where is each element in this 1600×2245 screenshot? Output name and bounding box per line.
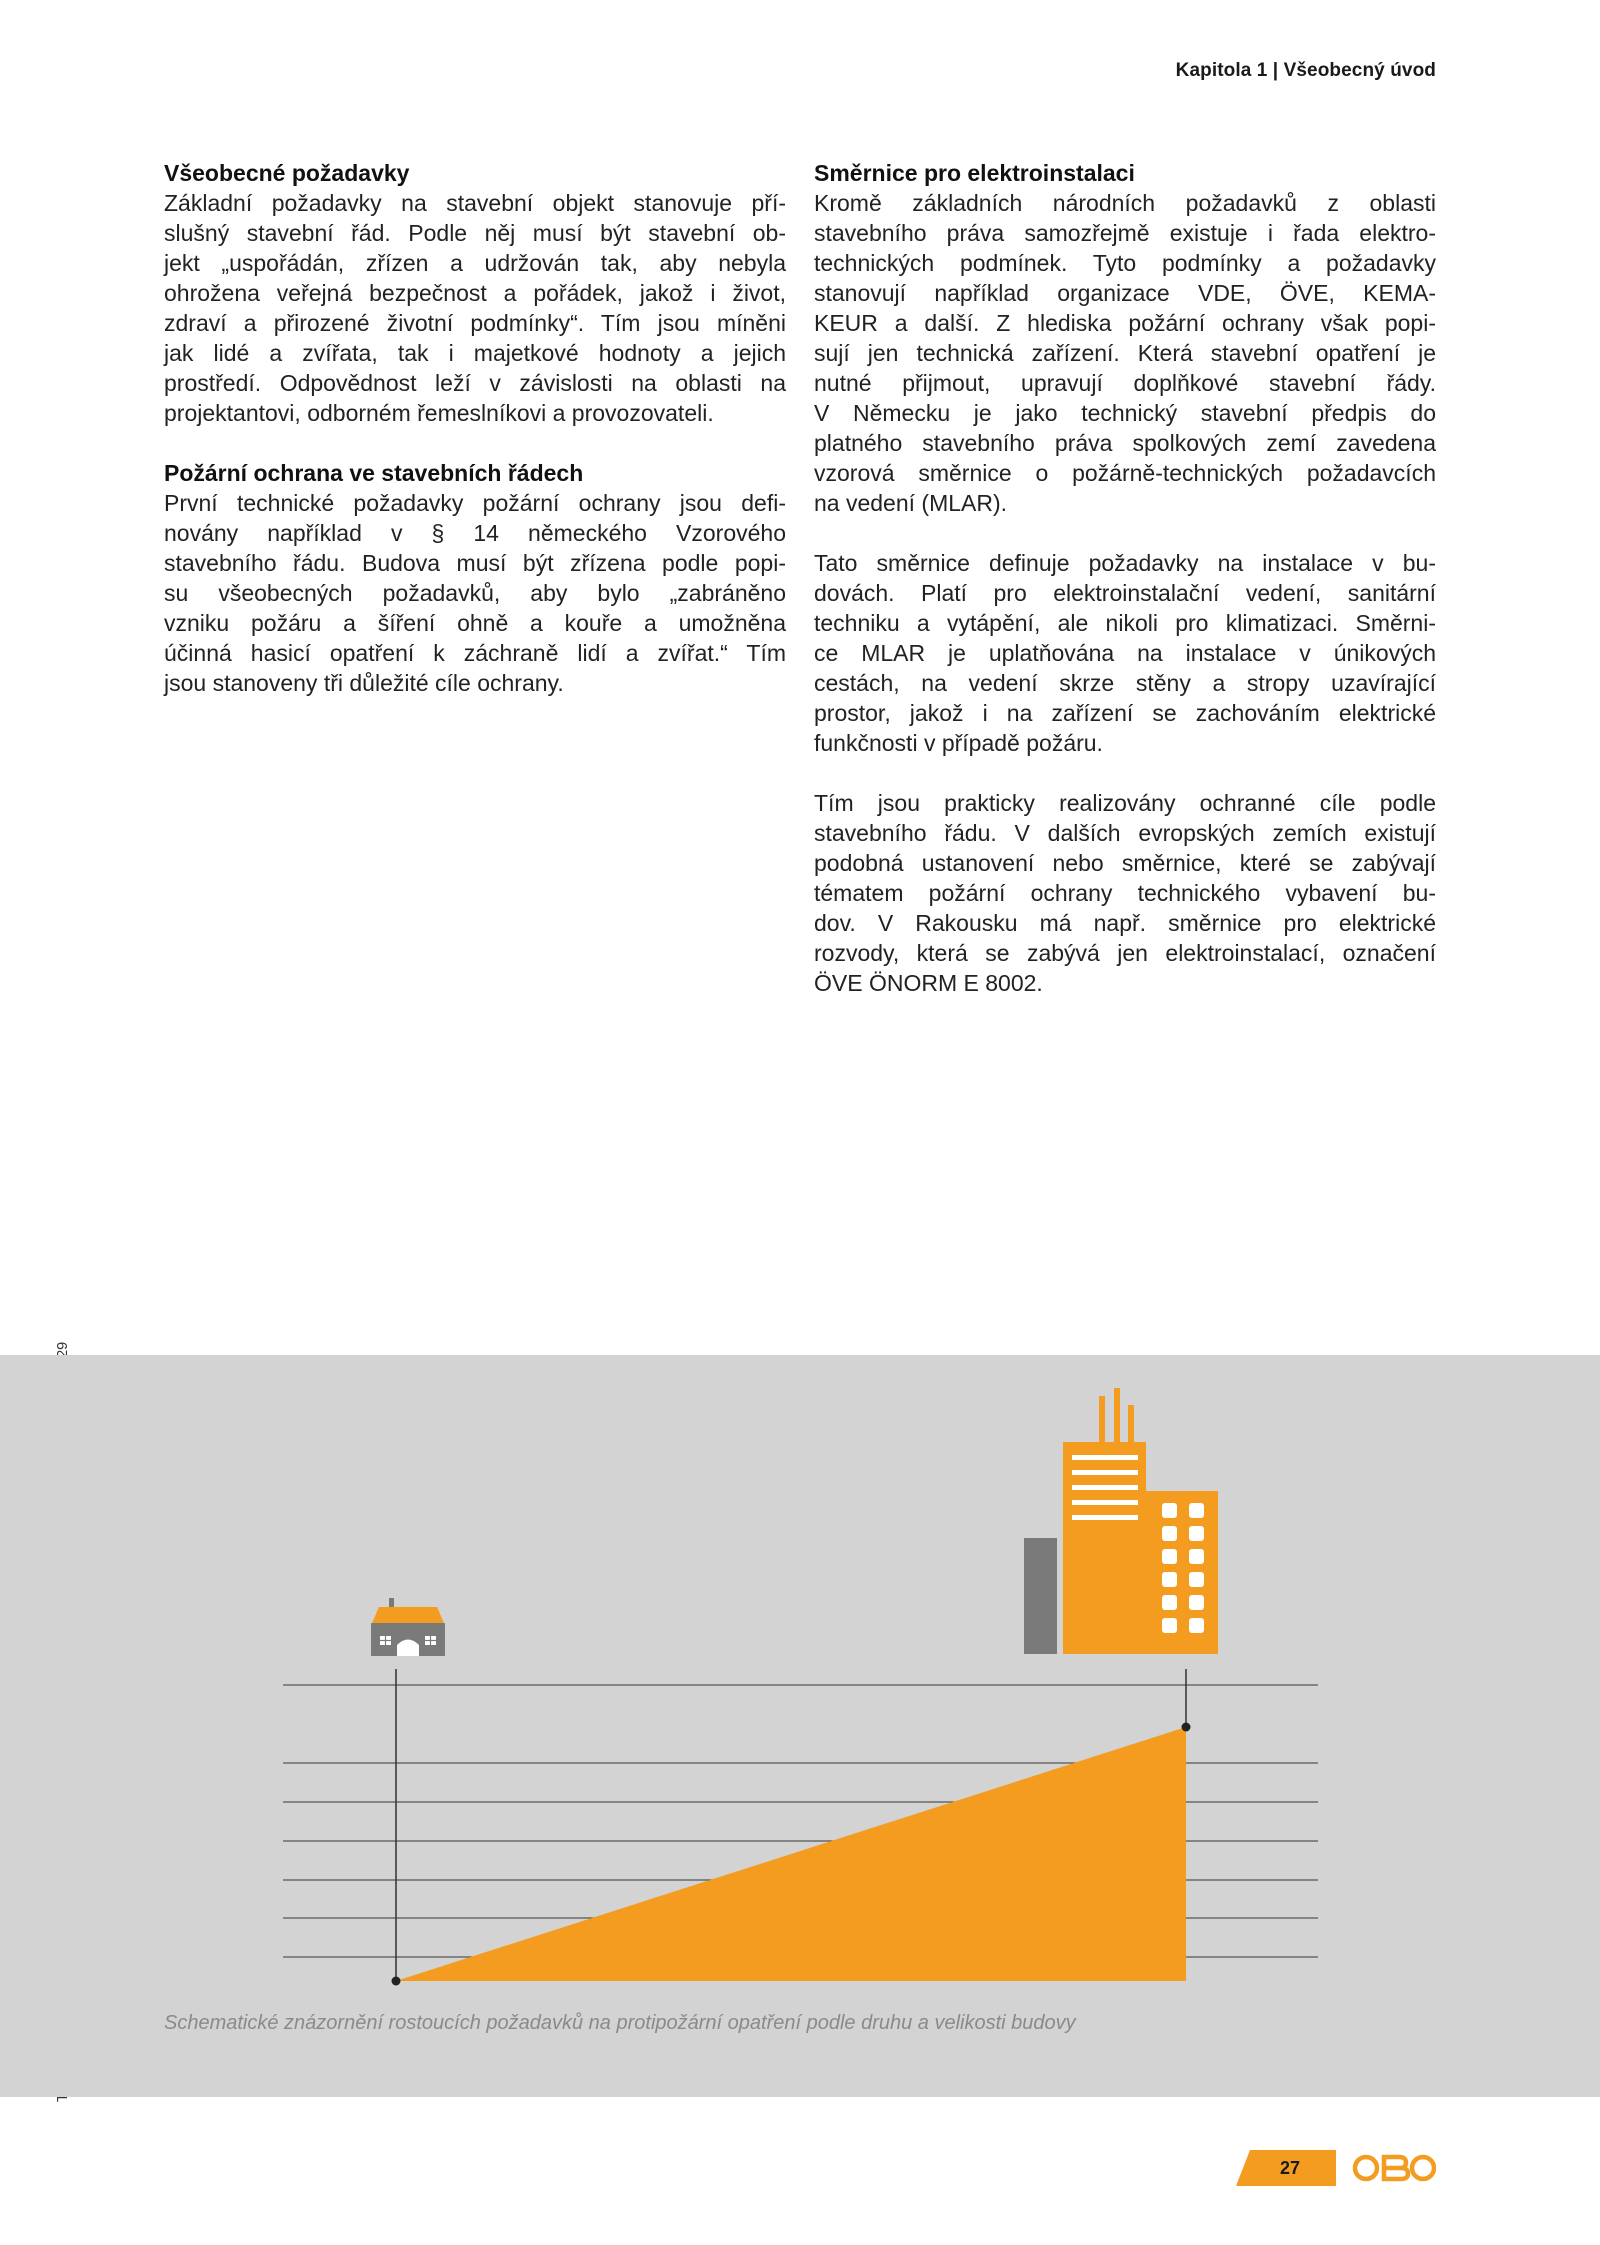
text-line: KEUR a další. Z hlediska požární ochrany však popi- xyxy=(814,310,1436,336)
text-line: jekt „uspořádán, zřízen a udržován tak, aby nebyla xyxy=(164,250,786,276)
obo-logo xyxy=(1352,2150,1436,2186)
text-line: platného stavebního práva spolkových zemí zavedena xyxy=(814,430,1436,456)
text-line: stavebního řádu. Budova musí být zřízena podle popi- xyxy=(164,550,786,576)
text-line: techniku a vytápění, ale nikoli pro klimatizaci. Směrni- xyxy=(814,610,1436,636)
text-line: První technické požadavky požární ochrany jsou defi- xyxy=(164,490,786,516)
text-line: stanovují například organizace VDE, ÖVE, KEMA- xyxy=(814,280,1436,306)
text-line: sují jen technická zařízení. Která stavební opatření je xyxy=(814,340,1436,366)
text-line: dovách. Platí pro elektroinstalační vedení, sanitární xyxy=(814,580,1436,606)
text-line: na vedení (MLAR). xyxy=(814,490,1008,516)
text-line: dov. V Rakousku má např. směrnice pro elektrické xyxy=(814,910,1436,936)
text-line: prostředí. Odpovědnost leží v závislosti na oblasti na xyxy=(164,370,786,396)
text-line: ohrožena veřejná bezpečnost a pořádek, jakož i život, xyxy=(164,280,786,306)
right_column-section xyxy=(814,548,1436,758)
text-line: vzorová směrnice o požárně-technických požadavcích xyxy=(814,460,1436,486)
right_column-section xyxy=(814,158,1436,518)
text-line: funkčnosti v případě požáru. xyxy=(814,730,1103,756)
text-line: jak lidé a zvířata, tak i majetkové hodnoty a jejich xyxy=(164,340,786,366)
text-line: vzniku požáru a šíření ohně a kouře a umožněna xyxy=(164,610,786,636)
text-line: projektantovi, odborném řemeslníkovi a provozovateli. xyxy=(164,400,714,426)
text-line: Tato směrnice definuje požadavky na instalace v bu- xyxy=(814,550,1436,576)
orange-block xyxy=(1146,1491,1218,1654)
text-line: podobná ustanovení nebo směrnice, které se zabývají xyxy=(814,850,1436,876)
text-line: tématem požární ochrany technického vybavení bu- xyxy=(814,880,1436,906)
text-line: ÖVE ÖNORM E 8002. xyxy=(814,970,1043,996)
text-line: novány například v § 14 německého Vzorového xyxy=(164,520,786,546)
left_column-section xyxy=(164,458,786,698)
text-line: jsou stanoveny tři důležité cíle ochrany. xyxy=(164,670,564,696)
requirements-figure xyxy=(0,1355,1600,2097)
gray-tower xyxy=(1024,1538,1057,1654)
high-rise-building-icon xyxy=(1024,1388,1218,1654)
text-line: slušný stavební řád. Podle něj musí být stavební ob- xyxy=(164,220,786,246)
page-number: 27 xyxy=(1279,2158,1301,2178)
left-column xyxy=(164,158,786,698)
chapter-header: Kapitola 1 | Všeobecný úvod xyxy=(1175,60,1436,81)
text-line: prostor, jakož i na zařízení se zachováním elektrické xyxy=(814,700,1436,726)
end-point xyxy=(1182,1723,1191,1732)
left_column-section xyxy=(164,158,786,428)
text-line: stavebního práva samozřejmě existuje i řada elektro- xyxy=(814,220,1436,246)
text-line: cestách, na vedení skrze stěny a stropy uzavírající xyxy=(814,670,1436,696)
section-heading: Všeobecné požadavky xyxy=(164,160,410,186)
house-icon xyxy=(371,1598,445,1656)
text-line: účinná hasicí opatření k záchraně lidí a zvířat.“ Tím xyxy=(164,640,786,666)
text-line: rozvody, která se zabývá jen elektroinstalací, označení xyxy=(814,940,1436,966)
text-line: su všeobecných požadavků, aby bylo „zabráněno xyxy=(164,580,786,606)
right_column-section xyxy=(814,788,1436,998)
right-column xyxy=(814,158,1436,998)
section-heading: Požární ochrana ve stavebních řádech xyxy=(164,460,584,486)
text-line: Základní požadavky na stavební objekt stanovuje pří- xyxy=(164,190,786,216)
text-line: ce MLAR je uplatňována na instalace v únikových xyxy=(814,640,1436,666)
text-line: zdraví a přirozené životní podmínky“. Tím jsou míněni xyxy=(164,310,786,336)
text-line: V Německu je jako technický stavební předpis do xyxy=(814,400,1436,426)
figure-caption: Schematické znázornění rostoucích požadavků na protipožární opatření podle druhu a velikosti budovy xyxy=(164,2012,1076,2034)
section-heading: Směrnice pro elektroinstalaci xyxy=(814,160,1135,186)
text-line: stavebního řádu. V dalších evropských zemích existují xyxy=(814,820,1436,846)
schematic-diagram xyxy=(0,1355,1600,2097)
text-line: nutné přijmout, upravují doplňkové stavební řády. xyxy=(814,370,1436,396)
text-line: Tím jsou prakticky realizovány ochranné cíle podle xyxy=(814,790,1436,816)
text-line: technických podmínek. Tyto podmínky a požadavky xyxy=(814,250,1436,276)
start-point xyxy=(392,1977,401,1986)
requirements-triangle xyxy=(396,1727,1186,1981)
text-line: Kromě základních národních požadavků z oblasti xyxy=(814,190,1436,216)
